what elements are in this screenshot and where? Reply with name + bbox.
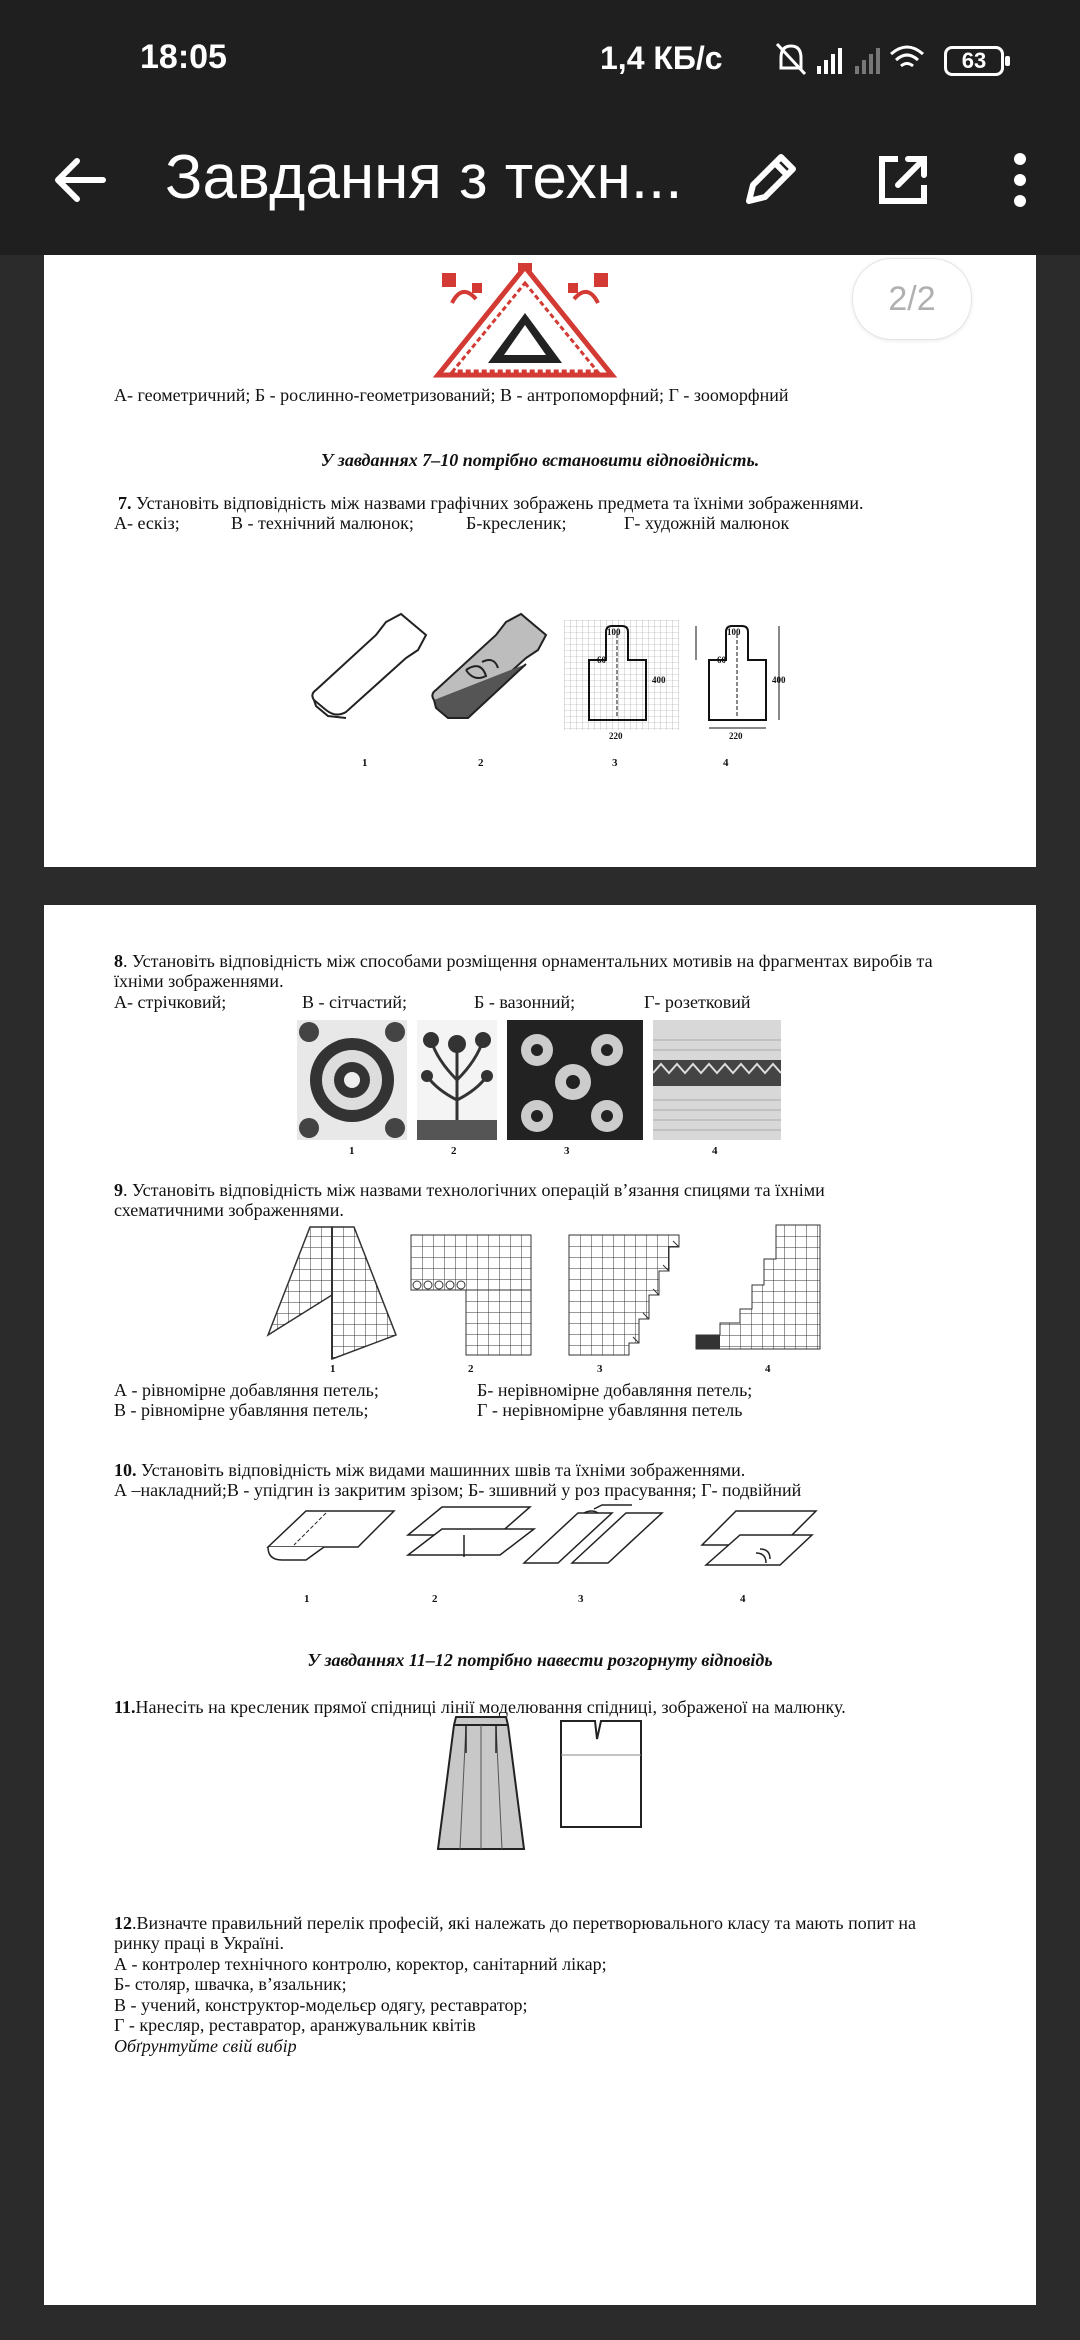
signal-2-icon [855,48,880,74]
q7-option-b: В - технічний малюнок; [231,513,414,533]
q7-option-a: А- ескіз; [114,513,180,533]
q7-option-c: Б-кресленик; [466,513,567,533]
q10-question [114,1460,745,1481]
q6-options: А- геометричний; Б - рослинно-геометризований; В - антропоморфний; Г - зооморфний [114,385,789,405]
dim-label: 100 [607,627,621,637]
dim-label: 220 [609,731,623,741]
q12-question [114,1913,916,1934]
q8-option-b: В - сітчастий; [302,992,408,1012]
q8-pattern-1-image [297,1020,407,1140]
q12-option-d: Г - кресляр, реставратор, аранжувальник квітів [114,2015,476,2035]
q8-number: 8 [114,951,123,971]
battery-indicator: 63 [944,46,1004,76]
ornament-image [432,263,618,383]
figure-number: 3 [597,1363,603,1375]
figure-number: 4 [740,1593,746,1605]
q8-text: . Установіть відповідність між способами розміщення орнаментальних мотивів на фрагментах виробів та [123,951,933,971]
section-heading-11-12: У завданнях 11–12 потрібно навести розгорнуту відповідь [307,1650,773,1670]
q8-question [114,951,933,972]
q7-question [118,493,864,514]
page-indicator: 2/2 [852,258,972,340]
figure-number: 4 [712,1145,718,1157]
figure-number: 1 [304,1593,310,1605]
q9-text: . Установіть відповідність між назвами технологічних операцій в’язання спицями та їхніми [123,1180,825,1200]
document-page-2[interactable] [44,905,1036,2305]
q11-skirt-draft [559,1717,644,1829]
q7-option-d: Г- художній малюнок [624,513,790,533]
q9-option-a: А - рівномірне добавляння петель; [114,1380,379,1400]
q9-scheme-2 [411,1235,531,1355]
status-time: 18:05 [140,38,227,76]
figure-number: 2 [468,1363,474,1375]
q9-scheme-3 [569,1235,689,1355]
figure-number: 2 [478,757,484,769]
figure-number: 2 [451,1145,457,1157]
figure-number: 1 [349,1145,355,1157]
q9-option-c: В - рівномірне убавляння петель; [114,1400,369,1420]
q12-option-c: В - учений, конструктор-модельєр одягу, реставратор; [114,1995,528,2015]
q12-option-a: А - контролер технічного контролю, коректор, санітарний лікар; [114,1954,607,1974]
q9-option-d: Г - нерівномірне убавляння петель [477,1400,743,1420]
q10-number: 10. [114,1460,137,1480]
q9-option-b: Б- нерівномірне добавляння петель; [477,1380,753,1400]
wifi-icon [891,47,923,66]
q11-number: 11. [114,1697,136,1717]
figure-number: 1 [330,1363,336,1375]
q10-text: Установіть відповідність між видами машинних швів та їхніми зображеннями. [136,1460,746,1480]
q8-option-a: А- стрічковий; [114,992,227,1012]
dim-label: 220 [729,731,743,741]
dim-label: 400 [772,675,786,685]
q12-text-cont: ринку праці в Україні. [114,1933,285,1953]
q11-text: Нанесіть на кресленик прямої спідниці лінії моделювання спідниці, зображеної на малюнку. [135,1697,846,1717]
q10-seam-4 [700,1505,820,1590]
figure-number: 3 [612,757,618,769]
q7-number: 7. [118,493,132,513]
dim-label: 100 [727,627,741,637]
q7-text: Установіть відповідність між назвами графічних зображень предмета та їхніми зображеннями. [131,493,864,513]
q8-option-d: Г- розетковий [644,992,751,1012]
q9-scheme-4 [696,1225,821,1350]
figure-number: 1 [362,757,368,769]
edit-pencil-icon[interactable] [735,145,805,215]
q9-scheme-1 [266,1225,398,1360]
q9-text-cont: схематичними зображеннями. [114,1200,344,1220]
q10-seam-1 [266,1505,398,1580]
figure-number: 4 [723,757,729,769]
q7-figure-1-sketch [306,610,431,720]
q10-seam-2 [406,1505,538,1585]
status-icons [775,40,935,80]
section-heading-7-10: У завданнях 7–10 потрібно встановити відповідність. [320,450,760,470]
network-speed: 1,4 КБ/с [600,40,723,76]
status-bar [0,0,1080,90]
figure-number: 3 [578,1593,584,1605]
figure-number: 4 [765,1363,771,1375]
q9-number: 9 [114,1180,123,1200]
mute-bell-icon [777,44,805,74]
q8-text-cont: їхніми зображеннями. [114,971,284,991]
q8-pattern-2-image [417,1020,497,1140]
q12-option-b: Б- столяр, швачка, в’язальник; [114,1974,347,1994]
signal-icon [817,48,842,74]
q8-pattern-3-image [507,1020,643,1140]
figure-number: 2 [432,1593,438,1605]
q12-text: .Визначте правильний перелік професій, які належать до перетворювального класу та мають попит на [132,1913,917,1933]
back-arrow-icon[interactable] [45,145,115,215]
q12-footer: Обґрунтуйте свій вибір [114,2036,297,2056]
q12-number: 12 [114,1913,132,1933]
open-external-icon[interactable] [868,145,938,215]
dim-label: 400 [652,675,666,685]
q8-option-c: Б - вазонний; [474,992,576,1012]
document-title: Завдання з техн... [165,143,683,212]
q10-seam-3 [522,1505,664,1580]
more-vert-icon[interactable] [985,145,1055,215]
q10-options: А –накладний;В - упідгин із закритим зрізом; Б- зшивний у роз прасування; Г- подвійний [114,1480,802,1500]
q8-pattern-4-image [653,1020,781,1140]
q11-skirt-image [436,1713,526,1853]
dim-label: 60 [597,655,606,665]
dim-label: 60 [717,655,726,665]
app-bar [0,90,1080,255]
document-page-1[interactable] [44,255,1036,867]
q7-figure-2-art [426,610,551,720]
figure-number: 3 [564,1145,570,1157]
q9-question [114,1180,825,1201]
